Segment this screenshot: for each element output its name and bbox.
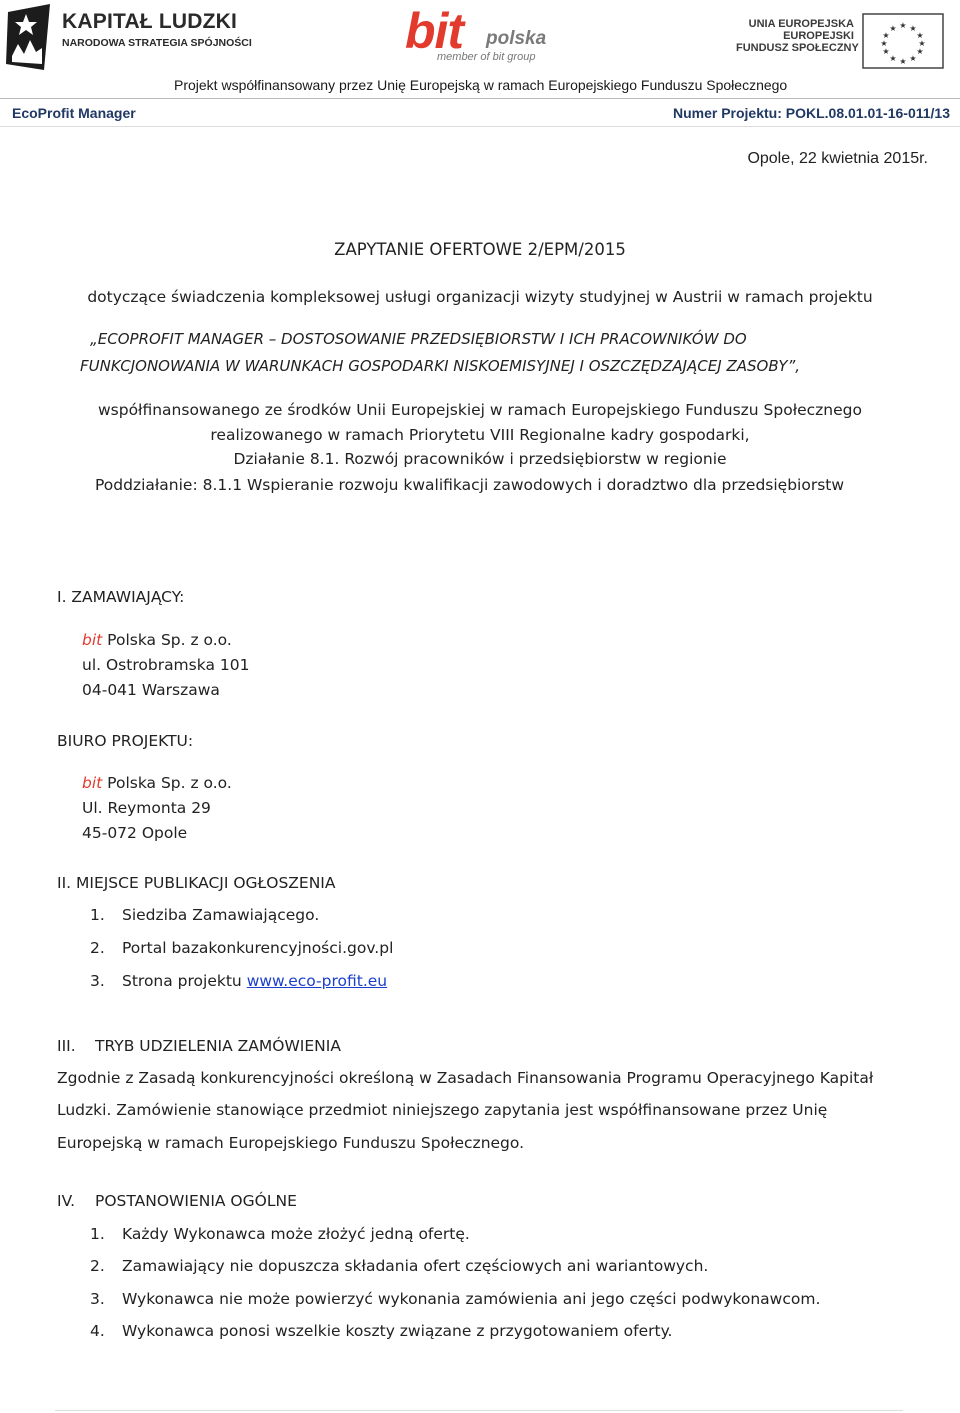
list-item-text: Wykonawca ponosi wszelkie koszty związane z przygotowaniem oferty.: [122, 1322, 673, 1340]
cofinancing-line-3: Działanie 8.1. Rozwój pracowników i przedsiębiorstw w regionie: [233, 450, 727, 468]
list-item-number: 4.: [90, 1322, 105, 1340]
document-title: ZAPYTANIE OFERTOWE 2/EPM/2015: [334, 240, 626, 259]
svg-text:★: ★: [909, 54, 917, 63]
list-item-number: 1.: [90, 1225, 105, 1243]
bit-logo-word: bit: [405, 3, 464, 59]
list-item-text: Zamawiający nie dopuszcza składania ofert częściowych ani wariantowych.: [122, 1257, 709, 1275]
svg-text:★: ★: [899, 21, 907, 30]
biuro-city: 45-072 Opole: [82, 824, 188, 842]
client-bit-text: bit: [82, 631, 103, 649]
bit-logo-polska: polska: [486, 28, 547, 49]
list-item-text: Każdy Wykonawca może złożyć jedną ofertę.: [122, 1225, 470, 1243]
kapital-ludzki-title: KAPITAŁ LUDZKI: [62, 10, 238, 33]
ue-line-1: UNIA EUROPEJSKA: [748, 18, 854, 30]
section-3-line-3: Europejską w ramach Europejskiego Funduszu Społecznego.: [57, 1134, 525, 1152]
footer-divider: [55, 1410, 903, 1411]
document-date: Opole, 22 kwietnia 2015r.: [747, 150, 928, 167]
project-website-link[interactable]: www.eco-profit.eu: [246, 972, 388, 990]
svg-text:★: ★: [918, 39, 926, 48]
list-item-number: 2.: [90, 939, 105, 957]
list-item-number: 3.: [90, 1290, 105, 1308]
header-divider-2: [0, 126, 960, 127]
header-divider: [0, 98, 960, 99]
kapital-ludzki-emblem-icon: [4, 4, 54, 72]
svg-text:★: ★: [889, 24, 897, 33]
section-4-heading: [57, 1192, 297, 1210]
list-item-text-prefix: Strona projektu: [122, 972, 247, 990]
svg-text:★: ★: [889, 54, 897, 63]
client-street: ul. Ostrobramska 101: [82, 656, 250, 674]
list-item-text: Wykonawca nie może powierzyć wykonania zamówienia ani jego części podwykonawcom.: [122, 1290, 821, 1308]
cofinancing-line-1: współfinansowanego ze środków Unii Europejskiej w ramach Europejskiego Funduszu Społecznego: [97, 401, 862, 419]
biuro-heading: BIURO PROJEKTU:: [57, 732, 194, 750]
list-item-number: 2.: [90, 1257, 105, 1275]
kapital-ludzki-subtitle: NARODOWA STRATEGIA SPÓJNOŚCI: [62, 37, 252, 49]
ue-line-3: FUNDUSZ SPOŁECZNY: [736, 42, 859, 54]
svg-text:★: ★: [882, 31, 890, 40]
list-item-text: [122, 972, 387, 990]
section-3-line-2: Ludzki. Zamówienie stanowiące przedmiot niniejszego zapytania jest współfinansowane przez Unię: [57, 1101, 828, 1119]
document-subject: dotyczące świadczenia kompleksowej usługi organizacji wizyty studyjnej w Austrii w ramach projektu: [87, 288, 873, 306]
list-item-text: Portal bazakonkurencyjności.gov.pl: [122, 939, 394, 957]
svg-text:★: ★: [880, 39, 888, 48]
list-item-text: Siedziba Zamawiającego.: [122, 906, 320, 924]
cofinancing-line-2: realizowanego w ramach Priorytetu VIII Regionalne kadry gospodarki,: [210, 426, 750, 444]
client-city: 04-041 Warszawa: [82, 681, 220, 699]
list-item-number: 1.: [90, 906, 105, 924]
biuro-company: [82, 774, 232, 792]
bit-logo-member: member of bit group: [437, 51, 536, 63]
project-name-line-2: FUNKCJONOWANIA W WARUNKACH GOSPODARKI NISKOEMISYJNEJ I OSZCZĘDZAJĄCEJ ZASOBY”,: [80, 357, 801, 375]
svg-text:★: ★: [916, 47, 924, 56]
biuro-company-name: Polska Sp. z o.o.: [102, 774, 232, 792]
cofinancing-line-4: Poddziałanie: 8.1.1 Wspieranie rozwoju kwalifikacji zawodowych i doradztwo dla przedsiębiorstw: [95, 476, 845, 494]
list-item-number: 3.: [90, 972, 105, 990]
svg-text:★: ★: [909, 24, 917, 33]
svg-text:★: ★: [899, 57, 907, 66]
ue-line-2: EUROPEJSKI: [783, 30, 854, 42]
project-number: Numer Projektu: POKL.08.01.01-16-011/13: [672, 105, 950, 121]
section-1-heading: I. ZAMAWIAJĄCY:: [57, 588, 185, 606]
ue-text-block: [736, 18, 859, 54]
eu-flag-icon: [862, 13, 944, 69]
cofinance-header-text: Projekt współfinansowany przez Unię Europejską w ramach Europejskiego Funduszu Społecznego: [174, 77, 788, 93]
section-4-title: POSTANOWIENIA OGÓLNE: [95, 1192, 297, 1210]
project-short-name: EcoProfit Manager: [12, 105, 136, 121]
section-3-heading: [57, 1037, 341, 1055]
section-3-title: TRYB UDZIELENIA ZAMÓWIENIA: [95, 1037, 341, 1055]
biuro-bit-text: bit: [82, 774, 103, 792]
biuro-street: Ul. Reymonta 29: [82, 799, 211, 817]
section-2-heading: II. MIEJSCE PUBLIKACJI OGŁOSZENIA: [57, 874, 336, 892]
section-4-number: IV.: [57, 1192, 76, 1210]
svg-text:★: ★: [916, 31, 924, 40]
svg-text:★: ★: [882, 47, 890, 56]
client-company: [82, 631, 232, 649]
client-company-name: Polska Sp. z o.o.: [102, 631, 232, 649]
section-3-line-1: Zgodnie z Zasadą konkurencyjności określoną w Zasadach Finansowania Programu Operacyjnego Kapitał: [57, 1069, 874, 1087]
project-name-line-1: „ECOPROFIT MANAGER – DOSTOSOWANIE PRZEDSIĘBIORSTW I ICH PRACOWNIKÓW DO: [90, 330, 747, 348]
section-3-number: III.: [57, 1037, 76, 1055]
